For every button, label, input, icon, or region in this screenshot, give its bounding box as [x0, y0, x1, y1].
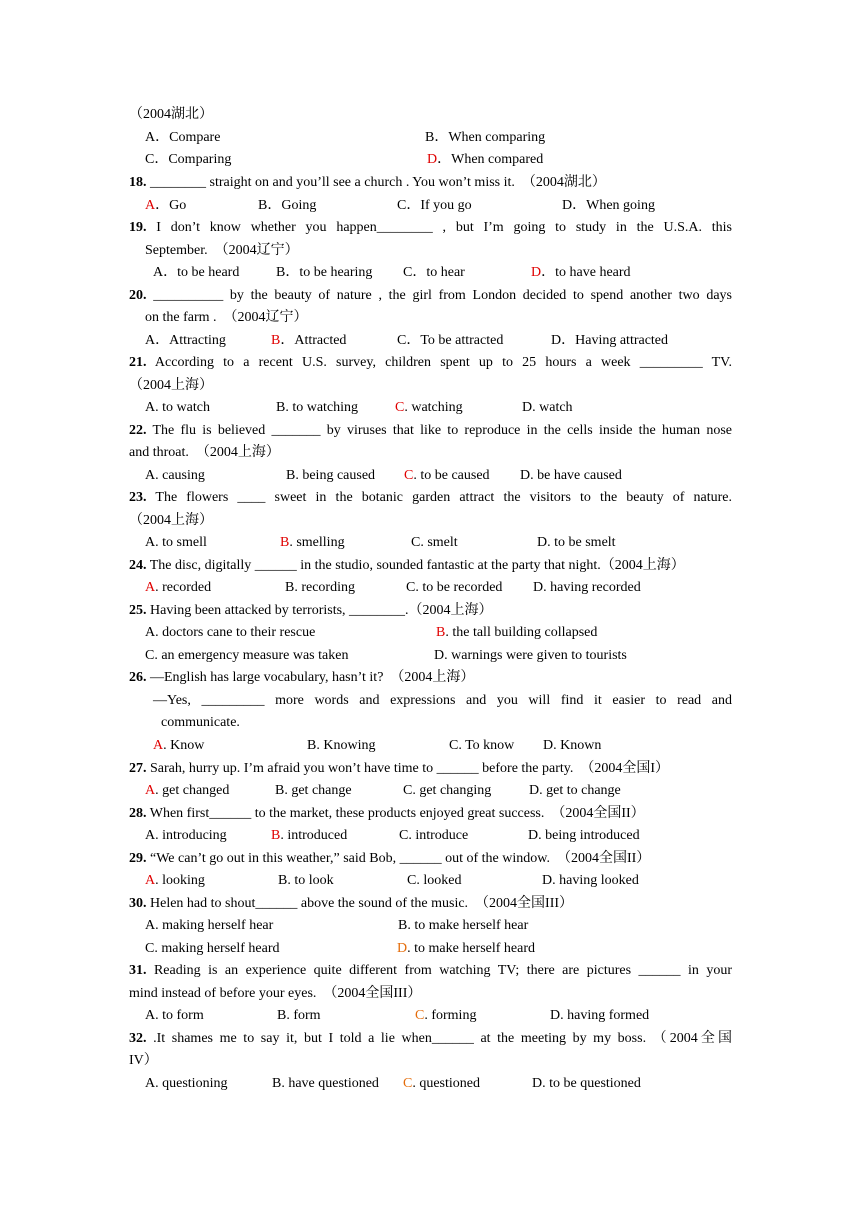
q27-option-c — [403, 782, 491, 800]
intro-option-a: A．Compare — [145, 130, 221, 145]
question-29 — [129, 850, 650, 868]
q26-option-a — [153, 737, 204, 755]
option-text: ．If you go — [406, 198, 472, 213]
option-text: ．Having attracted — [561, 333, 669, 348]
option-text: . looked — [416, 873, 462, 888]
q28-option-c — [399, 827, 468, 845]
q32-option-b — [272, 1075, 379, 1093]
q28-option-a — [145, 827, 227, 845]
q25-option-a — [145, 624, 315, 642]
question-text: I don’t know whether you happen________ , but I’m going to study in the U.S.A. this — [156, 220, 732, 235]
option-letter: D — [551, 333, 562, 348]
option-letter: D — [529, 783, 540, 798]
question-number: 21. — [129, 355, 147, 370]
option-text: . Know — [163, 738, 205, 753]
question-text-cont: on the farm . （2004辽宁） — [145, 310, 308, 325]
question-number: 31. — [129, 963, 147, 978]
q30-option-d — [397, 940, 535, 958]
option-text: . causing — [155, 468, 205, 483]
option-letter: C — [403, 783, 413, 798]
intro-source: （2004湖北） — [129, 107, 213, 122]
option-letter: D — [562, 198, 573, 213]
q25-option-c — [145, 647, 348, 665]
option-text: . To know — [458, 738, 515, 753]
option-text: . get change — [284, 783, 352, 798]
option-text: . Known — [553, 738, 602, 753]
option-letter: D — [543, 738, 554, 753]
q28-option-b — [271, 827, 347, 845]
option-letter: D — [537, 535, 548, 550]
option-text: . an emergency measure was taken — [154, 648, 349, 663]
question-number: 18. — [129, 175, 147, 190]
q26-option-d — [543, 737, 601, 755]
question-text-cont: （2004上海） — [129, 378, 213, 393]
q21-option-d — [522, 399, 573, 417]
option-letter: D — [522, 400, 533, 415]
option-letter: A — [145, 333, 156, 348]
question-text: Having been attacked by terrorists, ________.（2004上海） — [150, 603, 493, 618]
option-text: . warnings were given to tourists — [444, 648, 627, 663]
intro-option-d — [427, 151, 543, 169]
q18-option-b — [258, 197, 316, 215]
q30-option-b — [398, 917, 528, 935]
q22-option-b — [286, 467, 375, 485]
q29-option-b — [278, 872, 334, 890]
answer-mark: C — [415, 1008, 425, 1023]
option-letter: A — [145, 1008, 156, 1023]
option-text: . to be questioned — [542, 1076, 641, 1091]
option-letter: C — [145, 941, 155, 956]
answer-mark: D — [531, 265, 542, 280]
option-letter: C — [397, 333, 407, 348]
q28-option-d — [528, 827, 640, 845]
option-letter: B — [285, 580, 295, 595]
option-letter: A — [145, 918, 156, 933]
q19-option-a — [153, 264, 239, 282]
intro-option-d-text: ．When compared — [437, 152, 544, 167]
question-number: 26. — [129, 670, 147, 685]
option-text: ．Attracting — [155, 333, 226, 348]
question-number: 22. — [129, 423, 147, 438]
option-letter: C — [411, 535, 421, 550]
option-text: . to form — [155, 1008, 204, 1023]
option-text: . to be recorded — [415, 580, 503, 595]
option-text: . recorded — [155, 580, 212, 595]
option-text: ．To be attracted — [406, 333, 504, 348]
answer-mark: D — [397, 941, 408, 956]
option-text: . having looked — [552, 873, 639, 888]
option-letter: D — [520, 468, 531, 483]
option-letter: C — [399, 828, 409, 843]
q30-option-a — [145, 917, 273, 935]
option-letter: A — [153, 265, 164, 280]
option-text: . get changing — [412, 783, 492, 798]
q19-option-b — [276, 264, 372, 282]
question-text: Sarah, hurry up. I’m afraid you won’t have time to ______ before the party. （2004全国I） — [150, 761, 670, 776]
option-text: . to be smelt — [547, 535, 616, 550]
q30-option-c — [145, 940, 280, 958]
option-text: . questioned — [412, 1076, 480, 1091]
option-letter: B — [276, 400, 286, 415]
answer-mark: D — [427, 152, 438, 167]
q20-option-c — [397, 332, 503, 350]
option-text: . questioning — [155, 1076, 228, 1091]
question-18 — [129, 174, 606, 192]
question-number: 24. — [129, 558, 147, 573]
question-number: 25. — [129, 603, 147, 618]
question-number: 23. — [129, 490, 147, 505]
q27-option-d — [529, 782, 621, 800]
option-letter: A — [145, 1076, 156, 1091]
option-text: . making herself heard — [154, 941, 280, 956]
option-text: . being caused — [295, 468, 376, 483]
q31-option-a — [145, 1007, 204, 1025]
question-number: 27. — [129, 761, 147, 776]
option-text: . smelt — [420, 535, 458, 550]
q22-option-c — [404, 467, 490, 485]
question-text: __________ by the beauty of nature , the girl from London decided to spend another two days — [153, 288, 732, 303]
option-letter: D — [528, 828, 539, 843]
q19-option-c — [403, 264, 465, 282]
intro-option-b: B．When comparing — [425, 130, 546, 145]
q18-option-d — [562, 197, 655, 215]
option-text: . making herself hear — [155, 918, 274, 933]
option-text: ．to be heard — [163, 265, 240, 280]
answer-mark: A — [153, 738, 164, 753]
option-text: . get changed — [155, 783, 230, 798]
answer-mark: B — [271, 333, 281, 348]
option-text: . have questioned — [281, 1076, 379, 1091]
q24-option-b — [285, 579, 355, 597]
option-text: ．Go — [155, 198, 187, 213]
question-21 — [129, 354, 732, 372]
option-letter: D — [550, 1008, 561, 1023]
question-text: .It shames me to say it, but I told a lie when______ at the meeting by my boss. （2004全国 — [153, 1031, 732, 1046]
option-text: . recording — [294, 580, 355, 595]
question-text: ________ straight on and you’ll see a church . You won’t miss it. （2004湖北） — [150, 175, 606, 190]
question-32 — [129, 1030, 732, 1048]
option-text: . having formed — [560, 1008, 650, 1023]
question-26 — [129, 669, 474, 687]
option-letter: A — [145, 468, 156, 483]
q23-option-a — [145, 534, 207, 552]
q27-option-a — [145, 782, 229, 800]
answer-mark: A — [145, 198, 156, 213]
q32-option-d — [532, 1075, 641, 1093]
option-text: . the tall building collapsed — [445, 625, 598, 640]
answer-mark: C — [404, 468, 414, 483]
option-letter: C — [449, 738, 459, 753]
answer-mark: A — [145, 873, 156, 888]
q21-option-a — [145, 399, 210, 417]
option-text: . be have caused — [530, 468, 622, 483]
option-text: ．to be hearing — [285, 265, 373, 280]
question-text-cont: September. （2004辽宁） — [145, 243, 299, 258]
option-text: ．to have heard — [541, 265, 631, 280]
option-letter: D — [542, 873, 553, 888]
question-text: According to a recent U.S. survey, children spent up to 25 hours a week _________ TV. — [154, 355, 732, 370]
q26-option-c — [449, 737, 514, 755]
option-letter: C — [403, 265, 413, 280]
option-text: ．Going — [267, 198, 317, 213]
option-letter: B — [398, 918, 408, 933]
question-text: Reading is an experience quite different from watching TV; there are pictures ______ in your — [153, 963, 732, 978]
option-text: . to look — [287, 873, 334, 888]
option-letter: C — [406, 580, 416, 595]
option-text: . having recorded — [543, 580, 641, 595]
question-text: Helen had to shout______ above the sound of the music. （2004全国III） — [150, 896, 574, 911]
q20-option-b — [271, 332, 346, 350]
q29-option-c — [407, 872, 461, 890]
q32-option-a — [145, 1075, 227, 1093]
option-letter: A — [145, 400, 156, 415]
question-24 — [129, 557, 685, 575]
question-text-cont: —Yes, _________ more words and expressions and you will find it easier to read and — [153, 693, 732, 708]
answer-mark: A — [145, 580, 156, 595]
question-number: 32. — [129, 1031, 147, 1046]
answer-mark: A — [145, 783, 156, 798]
q25-option-d — [434, 647, 627, 665]
q18-option-c — [397, 197, 472, 215]
q32-option-c — [403, 1075, 480, 1093]
question-number: 28. — [129, 806, 147, 821]
option-letter: D — [434, 648, 445, 663]
option-letter: B — [275, 783, 285, 798]
q19-option-d — [531, 264, 631, 282]
q18-option-a — [145, 197, 186, 215]
option-letter: B — [286, 468, 296, 483]
question-28 — [129, 805, 645, 823]
option-letter: D — [533, 580, 544, 595]
answer-mark: B — [271, 828, 281, 843]
question-text: —English has large vocabulary, hasn’t it? （2004上海） — [150, 670, 475, 685]
question-27 — [129, 760, 669, 778]
option-text: . looking — [155, 873, 205, 888]
option-text: ．to hear — [412, 265, 465, 280]
option-letter: C — [397, 198, 407, 213]
option-text: . to make herself heard — [407, 941, 536, 956]
q24-option-a — [145, 579, 211, 597]
question-text: “We can’t go out in this weather,” said Bob, ______ out of the window. （2004全国II） — [150, 851, 651, 866]
q23-option-b — [280, 534, 345, 552]
q26-option-b — [307, 737, 375, 755]
q31-option-d — [550, 1007, 649, 1025]
question-text: The disc, digitally ______ in the studio, sounded fantastic at the party that night.（2004上海） — [149, 558, 685, 573]
option-letter: B — [276, 265, 286, 280]
option-text: . Knowing — [316, 738, 376, 753]
q20-option-a — [145, 332, 226, 350]
option-text: . watching — [404, 400, 463, 415]
answer-mark: B — [436, 625, 446, 640]
option-text: ．When going — [572, 198, 655, 213]
question-19 — [129, 219, 732, 237]
q24-option-d — [533, 579, 641, 597]
question-20 — [129, 287, 732, 305]
question-text-cont: mind instead of before your eyes. （2004全国III） — [129, 986, 422, 1001]
question-22 — [129, 422, 732, 440]
q23-option-c — [411, 534, 458, 552]
option-text: ．Attracted — [280, 333, 347, 348]
option-letter: B — [278, 873, 288, 888]
option-letter: A — [145, 828, 156, 843]
option-text: . to watch — [155, 400, 210, 415]
q27-option-b — [275, 782, 352, 800]
option-text: . to watching — [285, 400, 359, 415]
option-text: . introduce — [408, 828, 469, 843]
option-letter: B — [307, 738, 317, 753]
answer-mark: C — [395, 400, 405, 415]
question-number: 30. — [129, 896, 147, 911]
question-number: 19. — [129, 220, 147, 235]
question-30 — [129, 895, 573, 913]
option-letter: C — [145, 648, 155, 663]
question-text-cont: communicate. — [161, 715, 240, 730]
question-text-cont: （2004上海） — [129, 513, 213, 528]
answer-mark: B — [280, 535, 290, 550]
question-31 — [129, 962, 732, 980]
q21-option-c — [395, 399, 463, 417]
q31-option-c — [415, 1007, 476, 1025]
question-text: When first______ to the market, these products enjoyed great success. （2004全国II） — [149, 806, 645, 821]
option-letter: B — [277, 1008, 287, 1023]
option-letter: B — [272, 1076, 282, 1091]
option-letter: D — [532, 1076, 543, 1091]
option-text: . doctors cane to their rescue — [155, 625, 316, 640]
intro-option-c: C．Comparing — [145, 152, 232, 167]
q31-option-b — [277, 1007, 321, 1025]
option-letter: C — [407, 873, 417, 888]
q20-option-d — [551, 332, 668, 350]
answer-mark: C — [403, 1076, 413, 1091]
question-text-cont: IV） — [129, 1053, 158, 1068]
q22-option-a — [145, 467, 205, 485]
q23-option-d — [537, 534, 616, 552]
q29-option-a — [145, 872, 205, 890]
question-number: 29. — [129, 851, 147, 866]
option-text: . smelling — [289, 535, 345, 550]
option-text: . form — [286, 1008, 321, 1023]
question-25 — [129, 602, 493, 620]
question-text: The flowers ____ sweet in the botanic garden attract the visitors to the beauty of nature. — [155, 490, 732, 505]
option-text: . watch — [532, 400, 573, 415]
question-23 — [129, 489, 732, 507]
option-text: . forming — [424, 1008, 477, 1023]
question-text: The flu is believed _______ by viruses that like to reproduce in the cells inside the human nose — [152, 423, 732, 438]
q29-option-d — [542, 872, 639, 890]
option-letter: A — [145, 625, 156, 640]
option-text: . being introduced — [538, 828, 640, 843]
q24-option-c — [406, 579, 502, 597]
q21-option-b — [276, 399, 358, 417]
option-text: . get to change — [539, 783, 621, 798]
question-number: 20. — [129, 288, 147, 303]
option-text: . to make herself hear — [407, 918, 529, 933]
option-text: . to be caused — [413, 468, 490, 483]
q25-option-b — [436, 624, 597, 642]
option-text: . to smell — [155, 535, 207, 550]
option-letter: B — [258, 198, 268, 213]
option-text: . introduced — [280, 828, 348, 843]
question-text-cont: and throat. （2004上海） — [129, 445, 280, 460]
option-text: . introducing — [155, 828, 227, 843]
option-letter: A — [145, 535, 156, 550]
q22-option-d — [520, 467, 622, 485]
